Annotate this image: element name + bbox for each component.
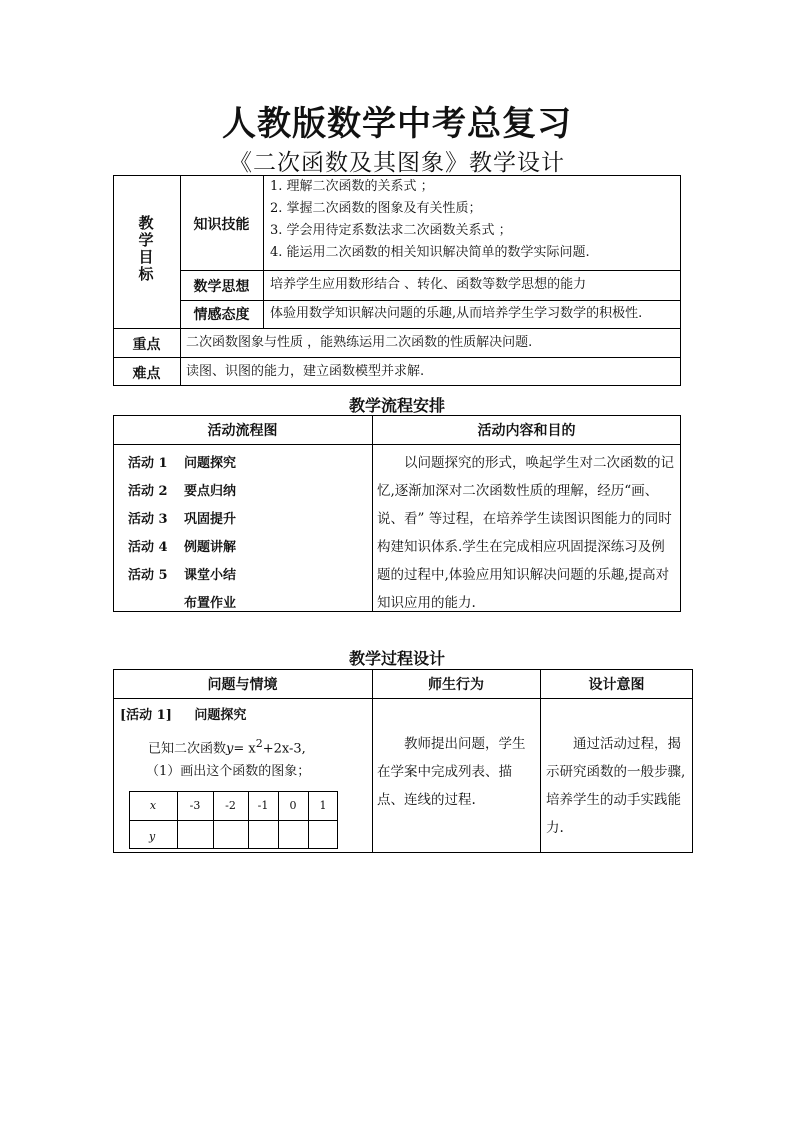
knowledge-item: 4. 能运用二次函数的相关知识解决简单的数学实际问题. (270, 245, 590, 260)
table-cell: -1 (257, 799, 269, 812)
flow-col-header: 活动内容和目的 (477, 423, 576, 439)
intent-text: 通过活动过程，揭示研究函数的一般步骤,培养学生的动手实践能力. (546, 736, 686, 836)
knowledge-label: 知识技能 (193, 217, 250, 233)
activity-no: 活动 1 (128, 456, 168, 471)
given-rest: +2x-3, (262, 741, 306, 757)
activity-no: 活动 3 (128, 512, 168, 527)
activity-item (128, 450, 368, 478)
activity-name: 巩固提升 (184, 512, 237, 527)
process-heading: 教学过程设计 (348, 649, 445, 668)
knowledge-item: 2. 掌握二次函数的图象及有关性质； (270, 201, 482, 216)
activity-item (128, 506, 368, 534)
goals-label-char-2: 学 (138, 231, 154, 249)
knowledge-item: 3. 学会用待定系数法求二次函数关系式 ； (270, 223, 512, 238)
activity-item (128, 478, 368, 506)
goals-label-char-1: 教 (138, 214, 154, 232)
knowledge-items (270, 176, 680, 264)
key-point-text: 二次函数图象与性质 ，能熟练运用二次函数的性质解决问题. (186, 335, 533, 350)
given-exponent: 2 (255, 737, 263, 750)
activity-name: 要点归纳 (184, 484, 237, 499)
table-y-label (149, 828, 169, 846)
goals-label-char-3: 目 (138, 248, 154, 266)
table-y-label-text: y (149, 830, 156, 843)
teacher-text: 教师提出问题，学生在学案中完成列表、描点、连线的过程. (377, 736, 526, 808)
table-x-label-text: x (149, 799, 157, 812)
attitude-text: 体验用数学知识解决问题的乐趣,从而培养学生学习数学的积极性. (270, 306, 643, 321)
flow-content: 以问题探究的形式，唤起学生对二次函数的记忆,逐渐加深对二次函数性质的理解，经历“画、说、看” 等过程，在培养学生读图识图能力的同时构建知识体系.学生在完成相应巩固提深练习及例题的过程中,体验应用知识解决问题的乐趣,提高对知识应用的能力. (377, 455, 674, 611)
attitude-label: 情感态度 (193, 307, 250, 323)
activity-name: 例题讲解 (184, 540, 237, 555)
page-subtitle: 《二次函数及其图象》教学设计 (229, 150, 565, 176)
process-col-header: 设计意图 (588, 677, 645, 693)
key-point-label: 重点 (132, 337, 161, 353)
activity-no: 活动 2 (128, 484, 168, 499)
process-col-header: 师生行为 (428, 677, 484, 693)
activity-list (128, 450, 368, 618)
activity-item (128, 590, 368, 618)
table-cell: -3 (189, 799, 201, 812)
activity-item (128, 534, 368, 562)
difficulty-text: 读图、识图的能力，建立函数模型并求解. (186, 364, 425, 379)
activity-name: 课堂小结 (184, 568, 237, 583)
thinking-text: 培养学生应用数形结合 、转化、函数等数学思想的能力 (270, 277, 587, 292)
activity-no: 活动 4 (128, 540, 168, 555)
goals-section-label (138, 215, 154, 283)
activity-title: 问题探究 (194, 708, 247, 723)
difficulty-label: 难点 (132, 366, 161, 382)
activity-no: 活动 5 (128, 568, 168, 583)
activity-tag: [活动 1] (120, 708, 172, 723)
activity-name: 布置作业 (184, 596, 237, 611)
flow-heading: 教学流程安排 (348, 396, 445, 415)
activity-heading (120, 707, 370, 725)
activity-item (128, 562, 368, 590)
goals-label-char-4: 标 (138, 265, 154, 283)
given-prefix: 已知二次函数 (148, 741, 227, 757)
flow-col-header: 活动流程图 (207, 423, 278, 439)
process-col-header: 问题与情境 (207, 677, 278, 693)
page-title: 人教版数学中考总复习 (222, 104, 572, 144)
table-cell: -2 (225, 799, 236, 812)
table-cell: 1 (319, 799, 327, 812)
given-y: y (226, 741, 234, 757)
table-x-label (129, 797, 177, 815)
table-cell: 0 (289, 799, 297, 812)
thinking-label: 数学思想 (193, 279, 250, 295)
knowledge-item: 1. 理解二次函数的关系式 ； (270, 179, 434, 194)
activity-name: 问题探究 (184, 456, 237, 471)
question-1: （1）画出这个函数的图象； (146, 764, 311, 779)
given-eq: = x (233, 741, 256, 757)
given-function (148, 735, 372, 758)
